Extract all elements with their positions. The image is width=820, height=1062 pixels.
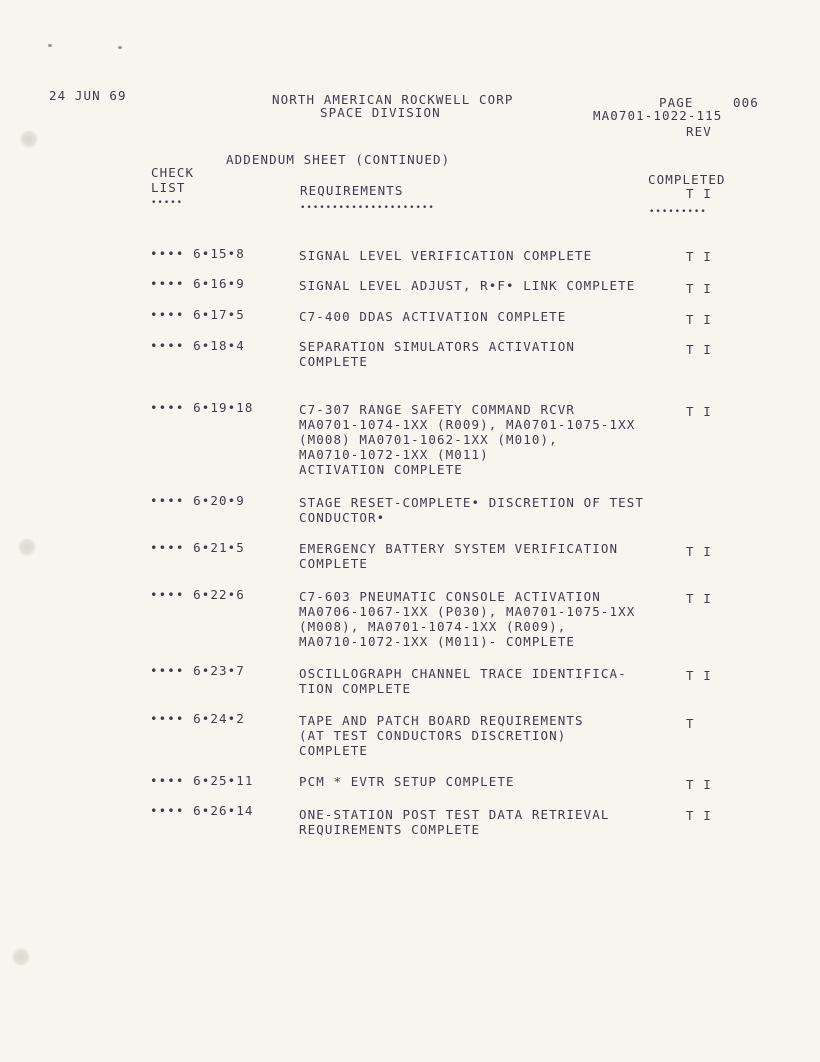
- speck-mark: [48, 44, 52, 47]
- checklist-item-number: •••• 6•20•9: [150, 493, 245, 508]
- requirement-text: ONE-STATION POST TEST DATA RETRIEVAL REQUIREMENTS COMPLETE: [299, 807, 610, 837]
- check-list-header-line1: CHECK: [151, 165, 195, 180]
- checklist-item-number: •••• 6•19•18: [150, 400, 254, 415]
- completion-mark: T I: [686, 591, 712, 606]
- requirement-text: EMERGENCY BATTERY SYSTEM VERIFICATION COMPLETE: [299, 541, 619, 571]
- division-name: SPACE DIVISION: [320, 105, 441, 120]
- checklist-item-number: •••• 6•24•2: [150, 711, 245, 726]
- completion-mark: T I: [686, 342, 712, 357]
- checklist-item-number: •••• 6•21•5: [150, 540, 245, 555]
- completion-mark: T I: [686, 249, 712, 264]
- requirement-text: TAPE AND PATCH BOARD REQUIREMENTS (AT TEST CONDUCTORS DISCRETION) COMPLETE: [299, 713, 584, 758]
- check-list-underline: •••••: [151, 198, 184, 208]
- page-number: 006: [733, 95, 759, 110]
- check-list-header-line2: LIST: [151, 180, 186, 195]
- requirement-text: C7-603 PNEUMATIC CONSOLE ACTIVATION MA0706-1067-1XX (P030), MA0701-1075-1XX (M008), MA0701-1074-1XX (R009), MA0710-1072-1XX (M011)- COMPLETE: [299, 589, 636, 649]
- requirement-text: C7-400 DDAS ACTIVATION COMPLETE: [299, 309, 567, 324]
- requirement-text: OSCILLOGRAPH CHANNEL TRACE IDENTIFICA- TION COMPLETE: [299, 666, 627, 696]
- requirement-text: C7-307 RANGE SAFETY COMMAND RCVR MA0701-1074-1XX (R009), MA0701-1075-1XX (M008) MA0701-1062-1XX (M010), MA0710-1072-1XX (M011) ACTIVATION COMPLETE: [299, 402, 636, 477]
- checklist-item-number: •••• 6•16•9: [150, 276, 245, 291]
- page-label: PAGE: [659, 95, 694, 110]
- requirement-text: SEPARATION SIMULATORS ACTIVATION COMPLETE: [299, 339, 576, 369]
- checklist-item-number: •••• 6•17•5: [150, 307, 245, 322]
- document-date: 24 JUN 69: [49, 88, 127, 103]
- sheet-title: ADDENDUM SHEET (CONTINUED): [226, 152, 451, 167]
- company-name: NORTH AMERICAN ROCKWELL CORP: [272, 92, 514, 107]
- completion-mark: T I: [686, 312, 712, 327]
- document-number: MA0701-1022-115: [593, 108, 723, 123]
- completion-mark: T I: [686, 544, 712, 559]
- punch-hole-bottom: [12, 948, 30, 966]
- requirement-text: SIGNAL LEVEL VERIFICATION COMPLETE: [299, 248, 593, 263]
- completion-mark: T I: [686, 281, 712, 296]
- completion-mark: T I: [686, 808, 712, 823]
- requirements-header: REQUIREMENTS: [300, 183, 404, 198]
- checklist-item-number: •••• 6•25•11: [150, 773, 254, 788]
- punch-hole-top: [20, 130, 38, 148]
- completion-mark: T I: [686, 668, 712, 683]
- checklist-item-number: •••• 6•23•7: [150, 663, 245, 678]
- requirement-text: STAGE RESET-COMPLETE• DISCRETION OF TEST CONDUCTOR•: [299, 495, 645, 525]
- checklist-item-number: •••• 6•15•8: [150, 246, 245, 261]
- speck-mark: [118, 46, 122, 49]
- completion-mark: T: [686, 716, 695, 731]
- requirement-text: SIGNAL LEVEL ADJUST, R•F• LINK COMPLETE: [299, 278, 636, 293]
- checklist-item-number: •••• 6•22•6: [150, 587, 245, 602]
- requirements-underline: •••••••••••••••••••••: [300, 203, 435, 213]
- checklist-item-number: •••• 6•18•4: [150, 338, 245, 353]
- completion-mark: T I: [686, 777, 712, 792]
- completed-underline: •••••••••: [649, 207, 707, 217]
- completed-header: COMPLETED: [648, 172, 726, 187]
- completion-mark: T I: [686, 404, 712, 419]
- checklist-item-number: •••• 6•26•14: [150, 803, 254, 818]
- completed-subheader: T I: [686, 186, 712, 201]
- punch-hole-middle: [18, 538, 36, 556]
- requirement-text: PCM * EVTR SETUP COMPLETE: [299, 774, 515, 789]
- revision-label: REV: [686, 124, 712, 139]
